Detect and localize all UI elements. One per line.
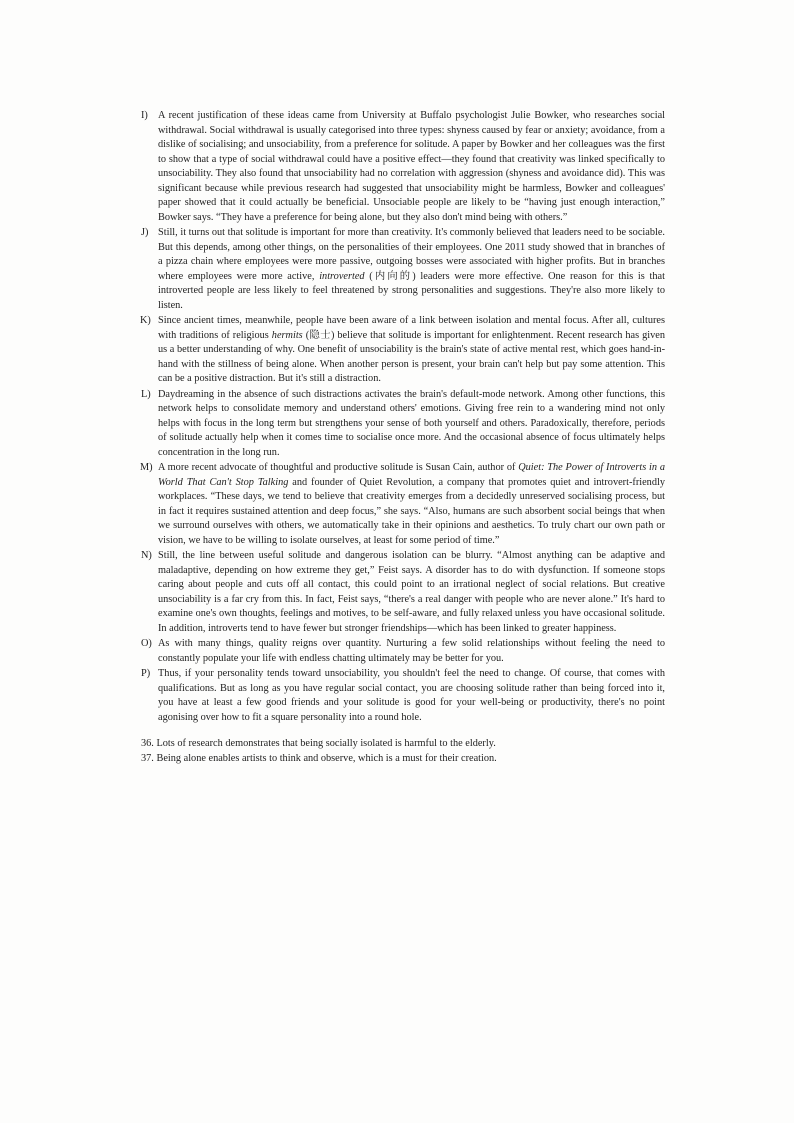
paragraph-text: Since ancient times, meanwhile, people have been aware of a link between isolation and mental focus. After all, cultures with traditions of religious <box>158 315 665 341</box>
paragraph-label: O) <box>141 638 152 649</box>
paragraph-text: A recent justification of these ideas came from University at Buffalo psychologist Julie Bowker, who researches social withdrawal. Social withdrawal is usually categorised into three types: shyness caused by fear or anxiety; avoidance, from a dislike of socialising; and unsociability, from a preference for solitude. A paper by Bowker and her colleagues was the first to show that a type of social withdrawal could have a positive effect—they found that creativity was linked specifically to unsociability. They also found that unsociability had no correlation with aggression (shyness and avoidance did). This was significant because while previous research had suggested that unsociability might be harmless, Bowker and colleagues' paper showed that it could actually be beneficial. Unsociable people are likely to be “having just enough interaction,” Bowker says. “They have a preference for being alone, but they also don't mind being with others.” <box>158 110 665 223</box>
paragraph-text: As with many things, quality reigns over quantity. Nurturing a few solid relationships without feeling the need to constantly populate your life with endless chatting ultimately may be better for you. <box>158 638 665 664</box>
paragraph-text: Daydreaming in the absence of such distractions activates the brain's default-mode network. Among other functions, this network helps to consolidate memory and understand others' emotions. Giving free rein to a wandering mind not only helps with focus in the long term but strengthens your sense of both yourself and others. Paradoxically, therefore, periods of solitude actually help when it comes time to socialise once more. And the occasional absence of focus ultimately helps concentration in the long run. <box>158 388 665 458</box>
question-text: Being alone enables artists to think and observe, which is a must for their creation. <box>156 752 497 764</box>
question-number: 36. <box>141 738 154 749</box>
book-title: Quiet: The Power of Introverts in a World That Can't Stop Talking <box>158 462 665 488</box>
paragraph-l <box>141 388 665 461</box>
italic-term: introverted <box>319 270 365 282</box>
paragraph-label: P) <box>141 668 151 679</box>
italic-term: hermits <box>271 329 303 341</box>
paragraph-label: I) <box>141 110 148 121</box>
paragraph-n <box>141 549 665 636</box>
reading-passage <box>141 109 665 766</box>
paragraph-text: (隐士) believe that solitude is important for enlightenment. Recent research has given us a better understanding of why. One benefit of unsociability is the brain's state of active mental rest, which goes hand-in-hand with the stillness of being alone. When another person is present, your brain can't help but pay some attention. This can be a positive distraction. But it's still a distraction. <box>158 329 665 384</box>
paragraph-label: M) <box>140 462 153 473</box>
question-text: Lots of research demonstrates that being socially isolated is harmful to the elderly. <box>156 738 496 749</box>
paragraph-text: and founder of Quiet Revolution, a company that promotes quiet and introvert-friendly workplaces. “These days, we tend to believe that creativity emerges from a decidedly unreserved socialising process, but in fact it requires sustained attention and deep focus,” she says. “Also, humans are such absorbent social beings that when we surround ourselves with others, we automatically take in their opinions and aesthetics. To truly chart our own path or vision, we have to be willing to isolate ourselves, at least for some period of time.” <box>158 476 665 546</box>
question-list <box>141 737 665 766</box>
paragraph-label: N) <box>141 550 152 561</box>
paragraph-label: L) <box>141 388 151 400</box>
paragraph-k <box>141 314 665 387</box>
paragraph-m <box>141 461 665 548</box>
paragraph-label: J) <box>141 227 149 238</box>
paragraph-o <box>141 637 665 666</box>
paragraph-label: K) <box>140 315 151 326</box>
paragraph-j <box>141 226 665 313</box>
paragraph-text: Still, it turns out that solitude is important for more than creativity. It's commonly believed that leaders need to be sociable. But this depends, among other things, on the personalities of their employees. One 2011 study showed that in branches of a pizza chain where employees were more passive, outgoing bosses were associated with higher profits. But in branches where employees were more active, <box>158 227 665 282</box>
question-number: 37. <box>141 752 154 764</box>
question-item <box>141 737 665 752</box>
paragraph-i <box>141 109 665 225</box>
paragraph-text: Still, the line between useful solitude and dangerous isolation can be blurry. “Almost anything can be adaptive and maladaptive, depending on how extreme they get,” Feist says. A disorder has to do with dysfunction. If someone stops caring about people and cuts off all contact, this could point to an irrational neglect of social relations. But creative unsociability is a far cry from this. In fact, Feist says, “there's a real danger with people who are never alone.” It's hard to examine one's own thoughts, feelings and motives, to be self-aware, and fully relaxed unless you have occasional solitude. In addition, introverts tend to have fewer but stronger friendships—which has been linked to greater happiness. <box>158 550 665 634</box>
paragraph-text: Thus, if your personality tends toward unsociability, you shouldn't feel the need to change. Of course, that comes with qualifications. But as long as you have regular social contact, you are choosing solitude rather than being forced into it, you have at least a few good friends and your solitude is good for your well-being or productivity, there's no point agonising over how to fit a square personality into a round hole. <box>158 668 665 723</box>
paragraph-text: A more recent advocate of thoughtful and productive solitude is Susan Cain, author of <box>158 462 519 473</box>
paragraph-p <box>141 667 665 725</box>
paragraph-text: (内向的) leaders were more effective. One reason for this is that introverted people are less likely to feel threatened by strong personalities and suggestions. They're also more likely to listen. <box>158 270 665 311</box>
question-item <box>141 752 665 767</box>
